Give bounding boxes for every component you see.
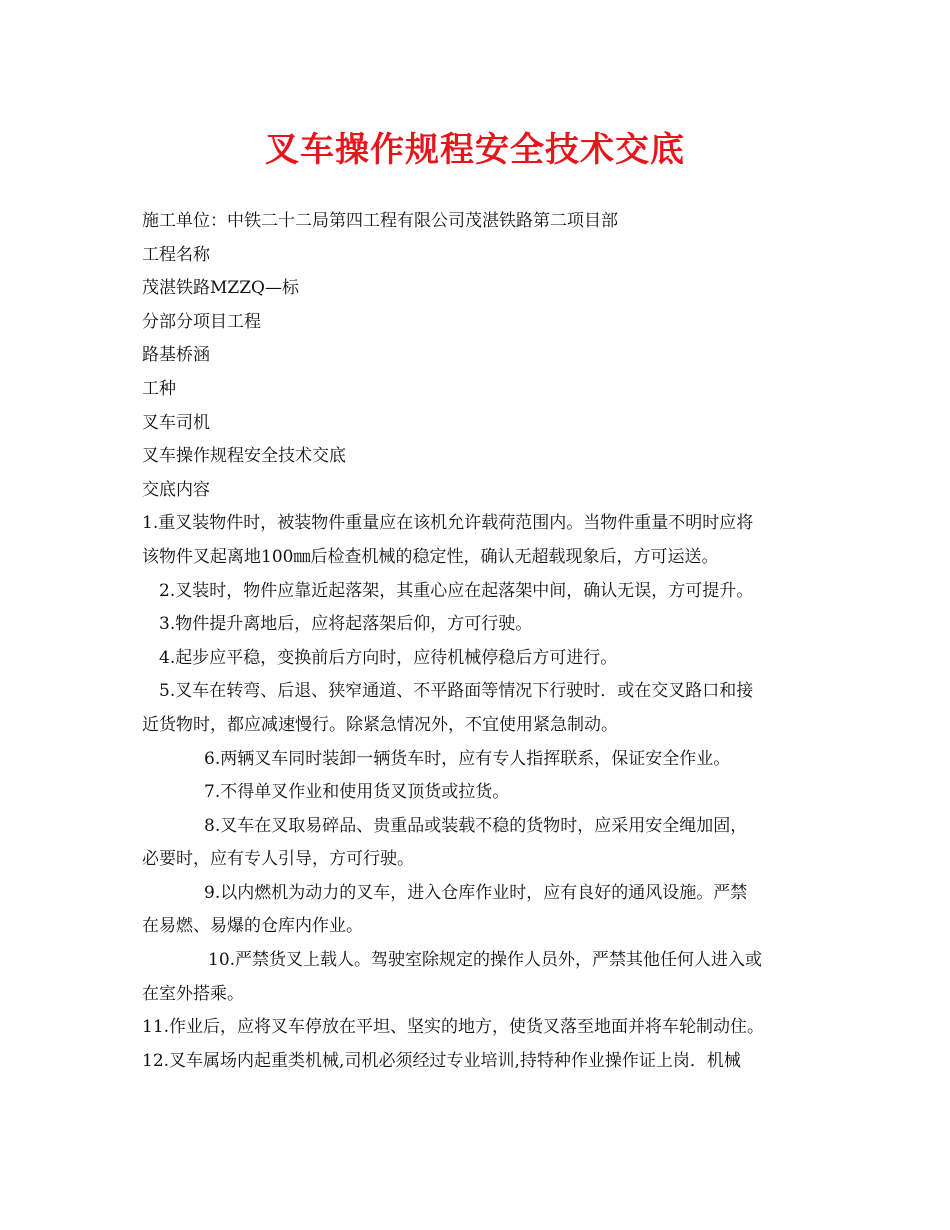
text-line: 路基桥涵 bbox=[142, 345, 210, 366]
paragraph-line: 2.叉装时，物件应靠近起落架，其重心应在起落架中间，确认无误，方可提升。 bbox=[159, 580, 754, 601]
paragraph-line: 6.两辆叉车同时装卸一辆货车时，应有专人指挥联系，保证安全作业。 bbox=[204, 748, 731, 769]
text-line: 交底内容 bbox=[142, 479, 210, 500]
paragraph-line: 必要时，应有专人引导，方可行驶。 bbox=[142, 849, 414, 870]
document-body bbox=[142, 205, 814, 1078]
paragraph-line: 该物件叉起离地100㎜后检查机械的稳定性，确认无超载现象后，方可运送。 bbox=[142, 546, 719, 567]
text-line: 工程名称 bbox=[142, 244, 210, 265]
text-line: 叉车操作规程安全技术交底 bbox=[142, 446, 346, 467]
paragraph-line: 12.叉车属场内起重类机械,司机必须经过专业培训,持特种作业操作证上岗．机械 bbox=[142, 1050, 741, 1071]
paragraph-line: 10.严禁货叉上载人。驾驶室除规定的操作人员外，严禁其他任何人进入或 bbox=[208, 950, 763, 971]
paragraph-line: 近货物时，都应减速慢行。除紧急情况外，不宜使用紧急制动。 bbox=[142, 714, 618, 735]
paragraph-line: 7.不得单叉作业和使用货叉顶货或拉货。 bbox=[204, 782, 510, 803]
paragraph-line: 4.起步应平稳，变换前后方向时，应待机械停稳后方可进行。 bbox=[159, 647, 618, 668]
paragraph-line: 1.重叉装物件时，被装物件重量应在该机允许载荷范围内。当物件重量不明时应将 bbox=[142, 513, 754, 534]
paragraph-line: 5.叉车在转弯、后退、狭窄通道、不平路面等情况下行驶时．或在交叉路口和接 bbox=[159, 681, 754, 702]
paragraph-line: 在易燃、易爆的仓库内作业。 bbox=[142, 916, 363, 937]
paragraph-line: 在室外搭乘。 bbox=[142, 983, 244, 1004]
text-line: 分部分项目工程 bbox=[142, 311, 261, 332]
text-line: 施工单位：中铁二十二局第四工程有限公司茂湛铁路第二项目部 bbox=[142, 211, 618, 231]
paragraph-line: 9.以内燃机为动力的叉车，进入仓库作业时，应有良好的通风设施。严禁 bbox=[204, 882, 748, 903]
document-title: 叉车操作规程安全技术交底 bbox=[265, 130, 685, 170]
paragraph-line: 3.物件提升离地后，应将起落架后仰，方可行驶。 bbox=[159, 614, 533, 635]
paragraph-line: 8.叉车在叉取易碎品、贵重品或装载不稳的货物时，应采用安全绳加固， bbox=[204, 815, 748, 836]
text-line: 工种 bbox=[142, 378, 176, 399]
text-line: 茂湛铁路MZZQ—标 bbox=[142, 278, 299, 299]
paragraph-line: 11.作业后，应将叉车停放在平坦、坚实的地方，使货叉落至地面并将车轮制动住。 bbox=[142, 1017, 765, 1038]
text-line: 叉车司机 bbox=[142, 412, 210, 433]
